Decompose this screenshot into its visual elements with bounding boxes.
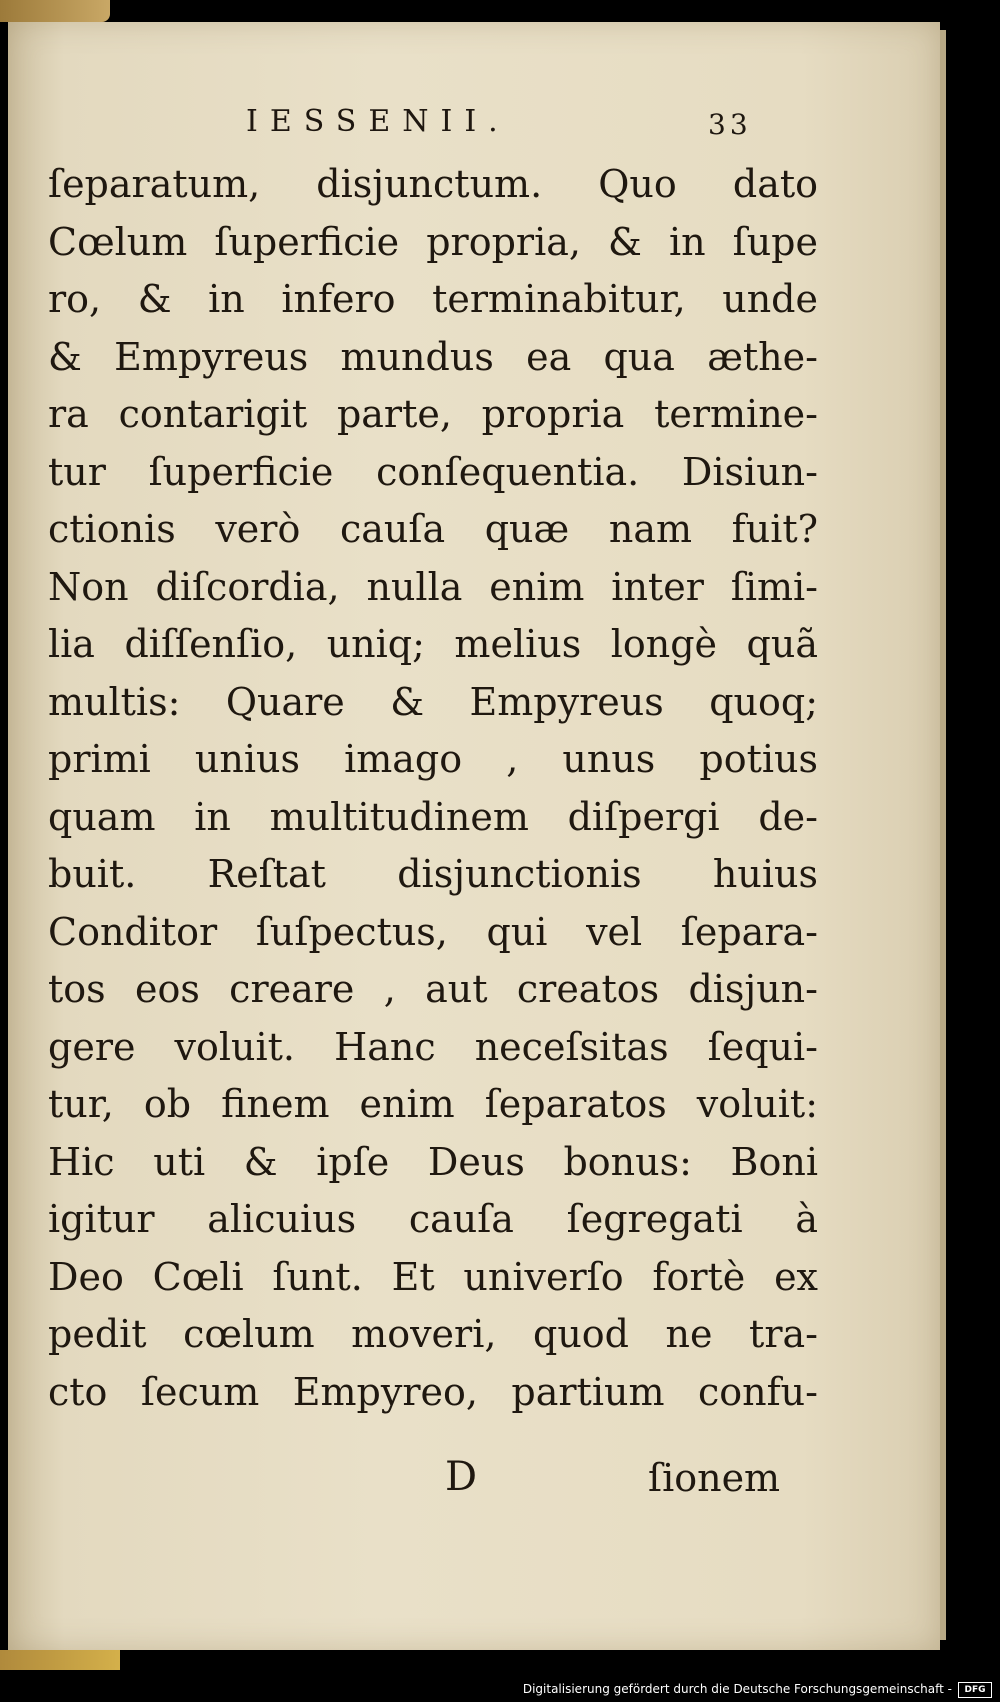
book-edge-bottom (0, 1650, 120, 1670)
text-line: ſeparatum, disjunctum. Quo dato (48, 162, 818, 206)
text-line: ctionis verò cauſa quæ nam fuit? (48, 507, 818, 551)
running-head-title: IESSENII. (246, 104, 510, 139)
page-number: 33 (708, 108, 752, 141)
text-line: cto ſecum Empyreo, partium confu- (48, 1369, 818, 1414)
text-line: lia diſſenſio, uniq; melius longè quã (48, 622, 818, 666)
signature-mark: D (445, 1454, 478, 1500)
credit-bar (0, 1680, 1000, 1702)
text-line: & Empyreus mundus ea qua æthe- (48, 334, 818, 379)
text-line: ro, & in infero terminabitur, unde (48, 277, 818, 321)
text-line: quam in multitudinem diſpergi de- (48, 794, 818, 839)
text-line: tos eos creare , aut creatos disjun- (48, 967, 818, 1011)
book-edge-top (0, 0, 110, 22)
text-line: gere voluit. Hanc neceſsitas ſequi- (48, 1024, 818, 1069)
text-line: buit. Reſtat disjunctionis huius (48, 852, 818, 896)
catchword: ſionem (648, 1456, 781, 1500)
running-head (8, 86, 940, 141)
dfg-logo-icon (958, 1682, 992, 1698)
text-line: ra contarigit parte, propria termine- (48, 392, 818, 436)
text-line: primi unius imago , unus potius (48, 737, 818, 781)
text-line: tur ſuperficie conſequentia. Disiun- (48, 449, 818, 494)
text-line: Cœlum ſuperficie propria, & in ſupe (48, 219, 818, 264)
text-line: Hic uti & ipſe Deus bonus: Boni (48, 1139, 818, 1184)
text-line: pedit cœlum moveri, quod ne tra- (48, 1312, 818, 1356)
text-line: Conditor ſuſpectus, qui vel ſepara- (48, 909, 818, 954)
page-edge-right (940, 30, 946, 1640)
body-text (48, 156, 818, 1421)
book-page (8, 22, 940, 1650)
text-line: multis: Quare & Empyreus quoq; (48, 679, 818, 724)
text-line: Non diſcordia, nulla enim inter ſimi- (48, 564, 818, 609)
dfg-logo-text: DFG (964, 1685, 986, 1695)
text-line: tur, ob finem enim ſeparatos voluit: (48, 1082, 818, 1126)
funding-credit: Digitalisierung gefördert durch die Deutsche Forschungsgemeinschaft - (522, 1682, 952, 1696)
catchline (8, 1450, 940, 1510)
text-line: igitur alicuius cauſa ſegregati à (48, 1197, 818, 1241)
text-line: Deo Cœli ſunt. Et univerſo fortè ex (48, 1254, 818, 1299)
